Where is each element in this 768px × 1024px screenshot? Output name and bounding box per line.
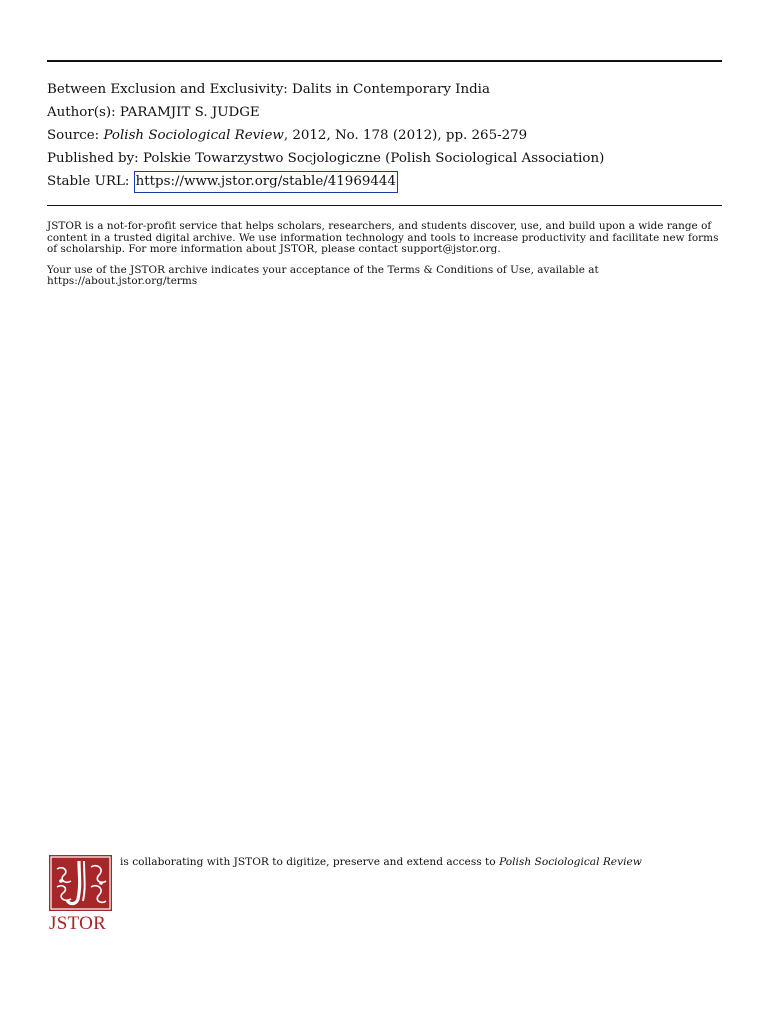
author-line: [47, 101, 727, 124]
stable-url-link[interactable]: https://www.jstor.org/stable/41969444: [134, 171, 398, 193]
author-label: Author(s):: [47, 105, 116, 120]
stable-url-label: Stable URL:: [47, 174, 130, 189]
jstor-logo: [49, 855, 113, 937]
notice-paragraph-about: JSTOR is a not-for-profit service that helps scholars, researchers, and students discover, use, and build upon a wide range of content in a trusted digital archive. We use information technology and tools to increase productivity and facilitate new forms of scholarship. For more information about JSTOR, please contact support@jstor.org.: [47, 220, 719, 256]
publisher-label: Published by:: [47, 151, 139, 166]
stable-url-line: [47, 170, 727, 193]
article-title: Between Exclusion and Exclusivity: Dalits in Contemporary India: [47, 82, 490, 97]
collab-text: is collaborating with JSTOR to digitize, preserve and extend access to: [120, 856, 496, 868]
author-name: PARAMJIT S. JUDGE: [119, 105, 260, 120]
publisher-name: Polskie Towarzystwo Socjologiczne (Polish Sociological Association): [142, 151, 605, 166]
collab-journal: Polish Sociological Review: [499, 856, 642, 868]
notice-paragraph-terms: Your use of the JSTOR archive indicates your acceptance of the Terms & Conditions of Use, available at https://about.jstor.org/terms: [47, 263, 599, 288]
source-details: , 2012, No. 178 (2012), pp. 265-279: [283, 128, 528, 143]
source-line: [47, 124, 727, 147]
divider-rule: [47, 205, 722, 206]
source-label: Source:: [47, 128, 100, 143]
jstor-wordmark: JSTOR: [49, 913, 107, 934]
publisher-line: [47, 147, 727, 170]
source-journal: Polish Sociological Review: [103, 128, 284, 143]
collaboration-statement: [120, 856, 642, 868]
citation-block: [47, 78, 727, 193]
jstor-emblem-icon: [49, 855, 112, 911]
jstor-notice: [47, 221, 727, 288]
top-rule: [47, 60, 722, 62]
